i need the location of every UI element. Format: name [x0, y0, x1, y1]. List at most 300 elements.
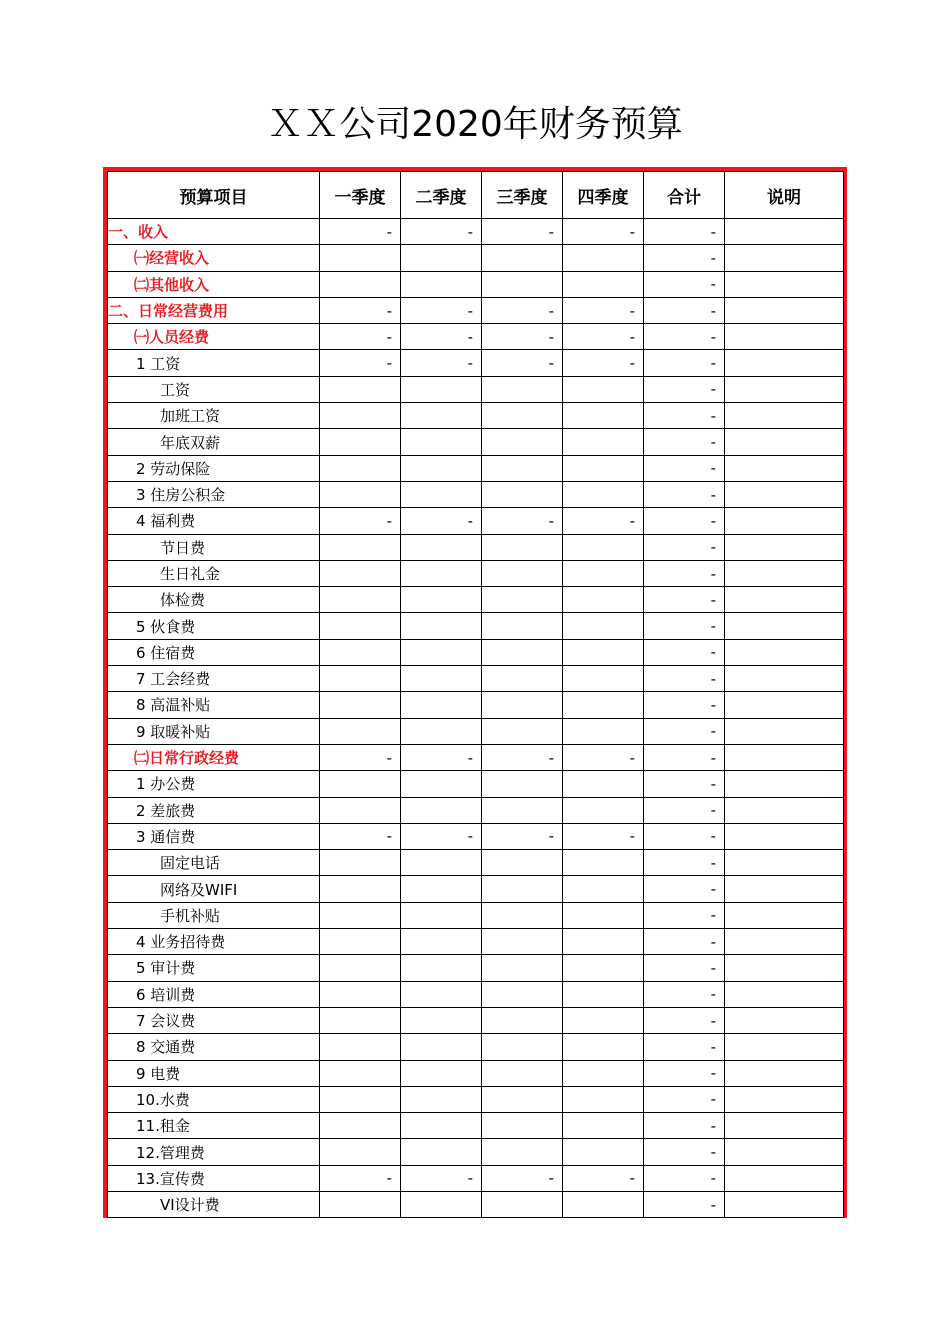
q3-cell[interactable]: -: [482, 823, 563, 849]
q3-cell[interactable]: [482, 692, 563, 718]
q2-cell[interactable]: [401, 1139, 482, 1165]
total-cell[interactable]: -: [644, 823, 725, 849]
q1-cell[interactable]: [320, 929, 401, 955]
q4-cell[interactable]: [563, 271, 644, 297]
total-cell[interactable]: -: [644, 797, 725, 823]
q1-cell[interactable]: -: [320, 1165, 401, 1191]
q2-cell[interactable]: [401, 981, 482, 1007]
note-cell[interactable]: [725, 744, 844, 770]
q1-cell[interactable]: [320, 1007, 401, 1033]
q4-cell[interactable]: [563, 718, 644, 744]
total-cell[interactable]: -: [644, 1060, 725, 1086]
q1-cell[interactable]: [320, 1034, 401, 1060]
q3-cell[interactable]: [482, 455, 563, 481]
q3-cell[interactable]: [482, 666, 563, 692]
q2-cell[interactable]: -: [401, 1165, 482, 1191]
q4-cell[interactable]: -: [563, 350, 644, 376]
q1-cell[interactable]: [320, 376, 401, 402]
q1-cell[interactable]: -: [320, 508, 401, 534]
q3-cell[interactable]: [482, 1113, 563, 1139]
q3-cell[interactable]: [482, 876, 563, 902]
total-cell[interactable]: -: [644, 350, 725, 376]
q2-cell[interactable]: [401, 666, 482, 692]
q2-cell[interactable]: -: [401, 823, 482, 849]
total-cell[interactable]: -: [644, 613, 725, 639]
total-cell[interactable]: -: [644, 1007, 725, 1033]
q1-cell[interactable]: [320, 955, 401, 981]
note-cell[interactable]: [725, 508, 844, 534]
q2-cell[interactable]: [401, 1086, 482, 1112]
note-cell[interactable]: [725, 1007, 844, 1033]
table-row: [108, 376, 844, 402]
row-label[interactable]: 加班工资: [108, 403, 320, 429]
row-label[interactable]: 11.租金: [108, 1113, 320, 1139]
row-label[interactable]: ㈠人员经费: [108, 324, 320, 350]
note-cell[interactable]: [725, 1060, 844, 1086]
q1-cell[interactable]: [320, 1060, 401, 1086]
q1-cell[interactable]: -: [320, 219, 401, 245]
table-row: [108, 587, 844, 613]
total-cell[interactable]: -: [644, 1034, 725, 1060]
row-label[interactable]: 6 住宿费: [108, 639, 320, 665]
q1-cell[interactable]: [320, 771, 401, 797]
q1-cell[interactable]: [320, 271, 401, 297]
note-cell[interactable]: [725, 1139, 844, 1165]
note-cell[interactable]: [725, 271, 844, 297]
total-cell[interactable]: -: [644, 1139, 725, 1165]
row-label[interactable]: 4 福利费: [108, 508, 320, 534]
row-label[interactable]: 1 办公费: [108, 771, 320, 797]
q4-cell[interactable]: [563, 481, 644, 507]
table-row: [108, 429, 844, 455]
q2-cell[interactable]: [401, 876, 482, 902]
q2-cell[interactable]: [401, 771, 482, 797]
q4-cell[interactable]: -: [563, 297, 644, 323]
note-cell[interactable]: [725, 455, 844, 481]
note-cell[interactable]: [725, 481, 844, 507]
note-cell[interactable]: [725, 692, 844, 718]
q3-cell[interactable]: -: [482, 1165, 563, 1191]
q2-cell[interactable]: [401, 902, 482, 928]
q3-cell[interactable]: [482, 981, 563, 1007]
row-label[interactable]: 1 工资: [108, 350, 320, 376]
q1-cell[interactable]: [320, 245, 401, 271]
table-row: [108, 560, 844, 586]
table-row: [108, 929, 844, 955]
total-cell[interactable]: -: [644, 639, 725, 665]
total-cell[interactable]: -: [644, 376, 725, 402]
total-cell[interactable]: -: [644, 508, 725, 534]
q2-cell[interactable]: [401, 1007, 482, 1033]
note-cell[interactable]: [725, 350, 844, 376]
total-cell[interactable]: -: [644, 692, 725, 718]
q2-cell[interactable]: [401, 403, 482, 429]
row-label[interactable]: 手机补贴: [108, 902, 320, 928]
note-cell[interactable]: [725, 823, 844, 849]
q1-cell[interactable]: [320, 587, 401, 613]
total-cell[interactable]: -: [644, 481, 725, 507]
q2-cell[interactable]: [401, 850, 482, 876]
q4-cell[interactable]: [563, 955, 644, 981]
table-row: [108, 1191, 844, 1217]
note-cell[interactable]: [725, 876, 844, 902]
total-cell[interactable]: -: [644, 560, 725, 586]
q4-cell[interactable]: [563, 455, 644, 481]
q3-cell[interactable]: [482, 1060, 563, 1086]
total-cell[interactable]: -: [644, 245, 725, 271]
note-cell[interactable]: [725, 850, 844, 876]
row-label[interactable]: 生日礼金: [108, 560, 320, 586]
total-cell[interactable]: -: [644, 876, 725, 902]
q4-cell[interactable]: [563, 1034, 644, 1060]
total-cell[interactable]: -: [644, 1165, 725, 1191]
q4-cell[interactable]: [563, 587, 644, 613]
q1-cell[interactable]: [320, 797, 401, 823]
q1-cell[interactable]: [320, 455, 401, 481]
total-cell[interactable]: -: [644, 324, 725, 350]
q3-cell[interactable]: -: [482, 744, 563, 770]
q3-cell[interactable]: [482, 1034, 563, 1060]
row-label[interactable]: 7 工会经费: [108, 666, 320, 692]
q2-cell[interactable]: [401, 429, 482, 455]
table-row: [108, 771, 844, 797]
q1-cell[interactable]: -: [320, 350, 401, 376]
row-label[interactable]: 12.管理费: [108, 1139, 320, 1165]
q2-cell[interactable]: [401, 639, 482, 665]
total-cell[interactable]: -: [644, 955, 725, 981]
q4-cell[interactable]: [563, 245, 644, 271]
q2-cell[interactable]: [401, 1191, 482, 1217]
q2-cell[interactable]: [401, 797, 482, 823]
row-label[interactable]: 3 通信费: [108, 823, 320, 849]
total-cell[interactable]: -: [644, 297, 725, 323]
q4-cell[interactable]: [563, 1113, 644, 1139]
row-label[interactable]: VI设计费: [108, 1191, 320, 1217]
q4-cell[interactable]: -: [563, 1165, 644, 1191]
table-row: [108, 850, 844, 876]
row-label[interactable]: ㈠经营收入: [108, 245, 320, 271]
q1-cell[interactable]: [320, 1086, 401, 1112]
q2-cell[interactable]: [401, 613, 482, 639]
header-note: 说明: [725, 172, 844, 219]
q4-cell[interactable]: [563, 929, 644, 955]
q1-cell[interactable]: -: [320, 297, 401, 323]
q2-cell[interactable]: -: [401, 219, 482, 245]
q3-cell[interactable]: [482, 481, 563, 507]
q2-cell[interactable]: -: [401, 350, 482, 376]
q3-cell[interactable]: [482, 1007, 563, 1033]
q1-cell[interactable]: [320, 902, 401, 928]
q3-cell[interactable]: [482, 613, 563, 639]
q1-cell[interactable]: -: [320, 823, 401, 849]
note-cell[interactable]: [725, 929, 844, 955]
note-cell[interactable]: [725, 297, 844, 323]
row-label[interactable]: 13.宣传费: [108, 1165, 320, 1191]
q1-cell[interactable]: [320, 534, 401, 560]
q4-cell[interactable]: [563, 534, 644, 560]
q3-cell[interactable]: -: [482, 508, 563, 534]
q3-cell[interactable]: [482, 929, 563, 955]
q4-cell[interactable]: [563, 1191, 644, 1217]
q2-cell[interactable]: [401, 718, 482, 744]
header-q3: 三季度: [482, 172, 563, 219]
note-cell[interactable]: [725, 613, 844, 639]
q3-cell[interactable]: [482, 271, 563, 297]
note-cell[interactable]: [725, 666, 844, 692]
q2-cell[interactable]: [401, 376, 482, 402]
q3-cell[interactable]: [482, 560, 563, 586]
q4-cell[interactable]: -: [563, 324, 644, 350]
total-cell[interactable]: -: [644, 718, 725, 744]
row-label[interactable]: 网络及WIFI: [108, 876, 320, 902]
note-cell[interactable]: [725, 376, 844, 402]
q2-cell[interactable]: [401, 955, 482, 981]
row-label[interactable]: 7 会议费: [108, 1007, 320, 1033]
q2-cell[interactable]: [401, 1060, 482, 1086]
row-label[interactable]: 年底双薪: [108, 429, 320, 455]
q3-cell[interactable]: [482, 403, 563, 429]
q1-cell[interactable]: [320, 429, 401, 455]
note-cell[interactable]: [725, 981, 844, 1007]
note-cell[interactable]: [725, 955, 844, 981]
q2-cell[interactable]: -: [401, 744, 482, 770]
q4-cell[interactable]: [563, 850, 644, 876]
q4-cell[interactable]: -: [563, 823, 644, 849]
q1-cell[interactable]: [320, 1139, 401, 1165]
total-cell[interactable]: -: [644, 534, 725, 560]
q4-cell[interactable]: [563, 1086, 644, 1112]
q2-cell[interactable]: [401, 455, 482, 481]
header-q2: 二季度: [401, 172, 482, 219]
table-row: [108, 613, 844, 639]
row-label[interactable]: 二、日常经营费用: [108, 297, 320, 323]
q2-cell[interactable]: -: [401, 508, 482, 534]
q4-cell[interactable]: [563, 429, 644, 455]
q2-cell[interactable]: [401, 271, 482, 297]
note-cell[interactable]: [725, 639, 844, 665]
q1-cell[interactable]: [320, 481, 401, 507]
table-row: [108, 297, 844, 323]
q4-cell[interactable]: -: [563, 508, 644, 534]
note-cell[interactable]: [725, 797, 844, 823]
note-cell[interactable]: [725, 902, 844, 928]
note-cell[interactable]: [725, 1165, 844, 1191]
q3-cell[interactable]: [482, 850, 563, 876]
q3-cell[interactable]: [482, 902, 563, 928]
table-row: [108, 876, 844, 902]
total-cell[interactable]: -: [644, 271, 725, 297]
q2-cell[interactable]: [401, 534, 482, 560]
total-cell[interactable]: -: [644, 981, 725, 1007]
q3-cell[interactable]: [482, 797, 563, 823]
q1-cell[interactable]: [320, 692, 401, 718]
q1-cell[interactable]: [320, 718, 401, 744]
table-row: [108, 1007, 844, 1033]
q1-cell[interactable]: [320, 1113, 401, 1139]
row-label[interactable]: 5 伙食费: [108, 613, 320, 639]
note-cell[interactable]: [725, 1191, 844, 1217]
q3-cell[interactable]: [482, 534, 563, 560]
table-row: [108, 219, 844, 245]
q1-cell[interactable]: [320, 850, 401, 876]
q3-cell[interactable]: -: [482, 324, 563, 350]
q1-cell[interactable]: [320, 639, 401, 665]
table-row: [108, 692, 844, 718]
table-row: [108, 639, 844, 665]
note-cell[interactable]: [725, 771, 844, 797]
q3-cell[interactable]: [482, 376, 563, 402]
total-cell[interactable]: -: [644, 902, 725, 928]
row-label[interactable]: ㈡其他收入: [108, 271, 320, 297]
table-row: [108, 350, 844, 376]
q1-cell[interactable]: -: [320, 744, 401, 770]
note-cell[interactable]: [725, 403, 844, 429]
q4-cell[interactable]: [563, 403, 644, 429]
q3-cell[interactable]: [482, 1086, 563, 1112]
row-label[interactable]: 6 培训费: [108, 981, 320, 1007]
q1-cell[interactable]: [320, 613, 401, 639]
q4-cell[interactable]: [563, 692, 644, 718]
total-cell[interactable]: -: [644, 219, 725, 245]
note-cell[interactable]: [725, 245, 844, 271]
q3-cell[interactable]: [482, 955, 563, 981]
row-label[interactable]: 5 审计费: [108, 955, 320, 981]
q3-cell[interactable]: [482, 718, 563, 744]
q4-cell[interactable]: [563, 639, 644, 665]
q4-cell[interactable]: [563, 876, 644, 902]
q3-cell[interactable]: [482, 1191, 563, 1217]
table-row: [108, 797, 844, 823]
total-cell[interactable]: -: [644, 666, 725, 692]
note-cell[interactable]: [725, 534, 844, 560]
table-row: [108, 1086, 844, 1112]
q3-cell[interactable]: -: [482, 297, 563, 323]
q3-cell[interactable]: [482, 771, 563, 797]
q1-cell[interactable]: [320, 403, 401, 429]
q2-cell[interactable]: [401, 587, 482, 613]
total-cell[interactable]: -: [644, 587, 725, 613]
note-cell[interactable]: [725, 324, 844, 350]
q2-cell[interactable]: [401, 560, 482, 586]
table-row: [108, 1139, 844, 1165]
q4-cell[interactable]: [563, 981, 644, 1007]
note-cell[interactable]: [725, 1034, 844, 1060]
q4-cell[interactable]: [563, 902, 644, 928]
total-cell[interactable]: -: [644, 403, 725, 429]
q2-cell[interactable]: [401, 1113, 482, 1139]
q4-cell[interactable]: [563, 376, 644, 402]
q4-cell[interactable]: -: [563, 219, 644, 245]
table-row: [108, 1165, 844, 1191]
q1-cell[interactable]: [320, 1191, 401, 1217]
row-label[interactable]: 3 住房公积金: [108, 481, 320, 507]
q2-cell[interactable]: [401, 1034, 482, 1060]
row-label[interactable]: 2 劳动保险: [108, 455, 320, 481]
q2-cell[interactable]: -: [401, 297, 482, 323]
table-row: [108, 981, 844, 1007]
row-label[interactable]: 4 业务招待费: [108, 929, 320, 955]
budget-rows: [108, 219, 844, 1218]
note-cell[interactable]: [725, 1086, 844, 1112]
q4-cell[interactable]: [563, 613, 644, 639]
q3-cell[interactable]: -: [482, 219, 563, 245]
total-cell[interactable]: -: [644, 850, 725, 876]
q3-cell[interactable]: [482, 1139, 563, 1165]
row-label[interactable]: 8 高温补贴: [108, 692, 320, 718]
q3-cell[interactable]: [482, 429, 563, 455]
q4-cell[interactable]: [563, 771, 644, 797]
budget-sheet: [103, 167, 847, 1218]
budget-table: [107, 171, 844, 1218]
q4-cell[interactable]: [563, 560, 644, 586]
table-row: [108, 455, 844, 481]
total-cell[interactable]: -: [644, 1113, 725, 1139]
total-cell[interactable]: -: [644, 744, 725, 770]
q2-cell[interactable]: [401, 692, 482, 718]
note-cell[interactable]: [725, 718, 844, 744]
q4-cell[interactable]: [563, 1139, 644, 1165]
q1-cell[interactable]: -: [320, 324, 401, 350]
total-cell[interactable]: -: [644, 1191, 725, 1217]
q4-cell[interactable]: [563, 1007, 644, 1033]
row-label[interactable]: 工资: [108, 376, 320, 402]
note-cell[interactable]: [725, 429, 844, 455]
q2-cell[interactable]: -: [401, 324, 482, 350]
total-cell[interactable]: -: [644, 1086, 725, 1112]
q3-cell[interactable]: [482, 587, 563, 613]
row-label[interactable]: 体检费: [108, 587, 320, 613]
q4-cell[interactable]: -: [563, 744, 644, 770]
row-label[interactable]: 8 交通费: [108, 1034, 320, 1060]
total-cell[interactable]: -: [644, 929, 725, 955]
row-label[interactable]: 节日费: [108, 534, 320, 560]
q1-cell[interactable]: [320, 981, 401, 1007]
row-label[interactable]: 9 电费: [108, 1060, 320, 1086]
q4-cell[interactable]: [563, 666, 644, 692]
row-label[interactable]: 固定电话: [108, 850, 320, 876]
total-cell[interactable]: -: [644, 455, 725, 481]
q1-cell[interactable]: [320, 666, 401, 692]
total-cell[interactable]: -: [644, 429, 725, 455]
q2-cell[interactable]: [401, 481, 482, 507]
q4-cell[interactable]: [563, 1060, 644, 1086]
row-label[interactable]: 9 取暖补贴: [108, 718, 320, 744]
q2-cell[interactable]: [401, 245, 482, 271]
note-cell[interactable]: [725, 587, 844, 613]
q2-cell[interactable]: [401, 929, 482, 955]
note-cell[interactable]: [725, 219, 844, 245]
table-row: [108, 508, 844, 534]
table-row: [108, 481, 844, 507]
q1-cell[interactable]: [320, 876, 401, 902]
total-cell[interactable]: -: [644, 771, 725, 797]
row-label[interactable]: 2 差旅费: [108, 797, 320, 823]
q3-cell[interactable]: [482, 639, 563, 665]
table-row: [108, 955, 844, 981]
q1-cell[interactable]: [320, 560, 401, 586]
q3-cell[interactable]: [482, 245, 563, 271]
note-cell[interactable]: [725, 560, 844, 586]
table-row: [108, 666, 844, 692]
table-row: [108, 823, 844, 849]
note-cell[interactable]: [725, 1113, 844, 1139]
row-label[interactable]: 一、收入: [108, 219, 320, 245]
row-label[interactable]: 10.水费: [108, 1086, 320, 1112]
row-label[interactable]: ㈡日常行政经费: [108, 744, 320, 770]
q4-cell[interactable]: [563, 797, 644, 823]
table-row: [108, 1113, 844, 1139]
q3-cell[interactable]: -: [482, 350, 563, 376]
